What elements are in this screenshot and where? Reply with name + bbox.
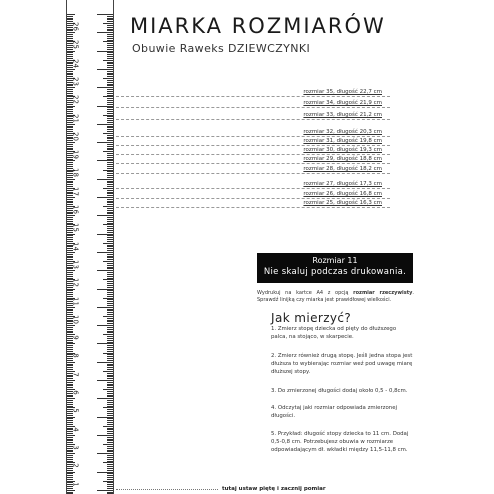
size-label	[303, 138, 382, 144]
ruler-tick	[107, 181, 113, 182]
size-line	[116, 96, 390, 97]
ruler-tick	[107, 226, 113, 227]
print-note	[257, 290, 414, 304]
ruler-number: 18	[71, 168, 80, 178]
ruler-tick	[107, 470, 113, 471]
ruler-tick	[67, 89, 73, 90]
ruler-tick	[107, 440, 113, 441]
ruler-tick	[107, 409, 113, 410]
size-label-text: rozmiar 26, długość 16,8 cm	[303, 191, 382, 197]
ruler-number: 9	[71, 335, 80, 340]
size-label-text: rozmiar 33, długość 21,2 cm	[303, 112, 382, 118]
size-label-text: rozmiar 30, długość 19,3 cm	[303, 147, 382, 153]
size-label	[303, 147, 382, 153]
ruler-tick	[107, 212, 113, 213]
ruler-number: 2	[71, 463, 80, 468]
heel-guide-line	[116, 489, 218, 490]
ruler-tick	[107, 104, 113, 105]
size-label-text: rozmiar 25, długość 16,3 cm	[303, 200, 382, 206]
ruler-tick	[107, 58, 113, 59]
ruler-tick	[107, 332, 113, 333]
ruler-tick	[67, 364, 73, 365]
ruler-tick	[107, 364, 113, 365]
ruler-tick	[107, 424, 113, 425]
size-label-text: rozmiar 27, długość 17,3 cm	[303, 181, 382, 187]
size-label-text: rozmiar 28, długość 18,2 cm	[303, 166, 382, 172]
ruler-number: 17	[71, 186, 80, 196]
size-label	[303, 156, 382, 162]
size-label-text: rozmiar 29, długość 18,8 cm	[303, 156, 382, 162]
ruler-tick	[107, 149, 113, 150]
ruler-number: 1	[71, 481, 80, 487]
ruler-number: 11	[71, 296, 80, 306]
ruler-tick	[107, 349, 113, 350]
ruler-number: 5	[71, 408, 80, 414]
print-note-after: . Sprawdź linijką czy miarka jest prawidłowej wielkości.	[257, 290, 414, 303]
size-line	[116, 188, 390, 189]
size-line	[116, 163, 390, 164]
step-4: 4. Odczytaj jaki rozmiar odpowiada zmierzonej długości.	[271, 405, 398, 419]
print-note-bold: rozmiar rzeczywisty	[353, 290, 413, 296]
ruler-number: 25	[71, 40, 80, 50]
step-5: 5. Przykład: długość stopy dziecka to 11 cm. Dodaj 0,5-0,8 cm. Potrzebujesz obuwia w rozmiarze odpowiadającym dł. wkładki między 11,5-11,8 cm.	[271, 431, 409, 453]
size-label	[303, 191, 382, 197]
size-label	[303, 100, 382, 106]
ruler-tick	[107, 287, 113, 288]
size-label	[303, 200, 382, 206]
ruler-tick	[107, 74, 113, 75]
ruler-tick	[107, 257, 113, 258]
ruler-number: 4	[71, 426, 80, 432]
ruler-number: 24	[71, 58, 80, 68]
ruler-tick	[67, 455, 73, 456]
ruler-tick	[107, 395, 113, 396]
ruler-tick	[107, 195, 113, 196]
ruler-number: 19	[71, 150, 80, 160]
ruler-number: 15	[71, 223, 80, 233]
ruler-tick	[107, 378, 113, 379]
size-line	[116, 136, 390, 137]
ruler-number: 12	[71, 278, 80, 288]
size-label	[303, 89, 382, 95]
step-1: 1. Zmierz stopę dziecka od pięty do dłuższego palca, na stojąco, w skarpecie.	[271, 326, 397, 340]
heel-instruction: tutaj ustaw piętę i zacznij pomiar	[222, 486, 326, 492]
ruler	[66, 0, 114, 494]
size-line	[116, 107, 390, 108]
ruler-tick	[107, 166, 113, 167]
how-to-measure-title: Jak mierzyć?	[271, 311, 352, 325]
size-label	[303, 129, 382, 135]
ruler-tick	[107, 43, 113, 44]
size-line	[116, 198, 390, 199]
ruler-number: 13	[71, 259, 80, 269]
ruler-tick	[67, 272, 73, 273]
ruler-number: 22	[71, 95, 80, 105]
size-label-text: rozmiar 34, długość 21,9 cm	[303, 100, 382, 106]
ruler-tick	[107, 29, 113, 30]
ruler-number: 8	[71, 353, 80, 359]
size-label	[303, 112, 382, 118]
ruler-number: 7	[71, 371, 80, 377]
size-line	[116, 154, 390, 155]
size-label	[303, 166, 382, 172]
ruler-tick	[107, 241, 113, 242]
ruler-tick	[107, 486, 113, 487]
size-line	[116, 207, 390, 208]
ruler-tick	[107, 135, 113, 136]
ruler-number: 26	[71, 22, 80, 31]
size-label-text: rozmiar 32, długość 20,3 cm	[303, 129, 382, 135]
size-box-warning: Nie skaluj podczas drukowania.	[263, 267, 407, 277]
size-box	[257, 253, 413, 283]
ruler-tick	[107, 120, 113, 121]
ruler-number: 16	[71, 205, 80, 214]
ruler-tick	[107, 455, 113, 456]
size-label-text: rozmiar 35, długość 22,7 cm	[303, 89, 382, 95]
ruler-number: 23	[71, 76, 80, 86]
ruler-number: 21	[71, 113, 80, 123]
ruler-number: 14	[71, 241, 80, 251]
step-2: 2. Zmierz również drugą stopę. Jeśli jedna stopa jest dłuższa to wybierając rozmiar weź pod uwagę miarę dłuższej stopy.	[271, 353, 413, 375]
size-line	[116, 173, 390, 174]
ruler-tick	[67, 181, 73, 182]
ruler-tick	[107, 272, 113, 273]
step-3: 3. Do zmierzonej długości dodaj około 0,5 - 0,8cm.	[271, 388, 408, 394]
size-line	[116, 145, 390, 146]
ruler-number: 10	[71, 314, 80, 324]
print-note-before: Wydrukuj na kartce A4 z opcją	[257, 290, 354, 296]
size-label	[303, 181, 382, 187]
ruler-tick	[107, 89, 113, 90]
ruler-number: 3	[71, 445, 80, 450]
size-box-title: Rozmiar 11	[312, 256, 358, 265]
ruler-number: 20	[71, 131, 80, 141]
ruler-number: 6	[71, 390, 80, 395]
ruler-tick	[107, 303, 113, 304]
size-label-text: rozmiar 31, długość 19,8 cm	[303, 138, 382, 144]
page-subtitle: Obuwie Raweks DZIEWCZYNKI	[132, 42, 311, 55]
ruler-tick	[107, 318, 113, 319]
size-line	[116, 119, 390, 120]
page-title: MIARKA ROZMIARÓW	[130, 14, 386, 38]
